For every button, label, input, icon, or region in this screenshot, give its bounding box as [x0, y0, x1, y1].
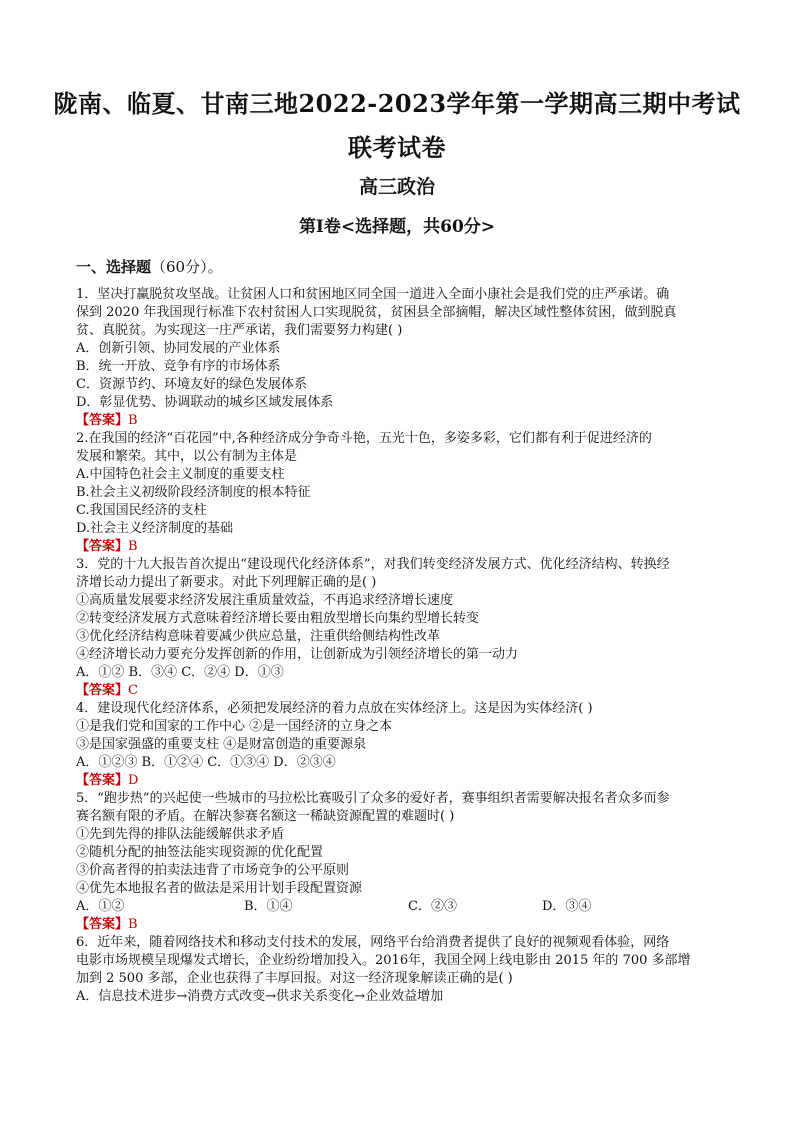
option-a: A.中国特色社会主义制度的重要支柱 — [76, 467, 285, 482]
options-line: A．①②③ B．①②④ C．①③④ D．②③④ — [76, 755, 336, 770]
statement-line: ①是我们党和国家的工作中心 ②是一国经济的立身之本 — [76, 719, 393, 734]
statement-line: ②转变经济发展方式意味着经济增长要由粗放型增长向集约型增长转变 — [76, 611, 480, 626]
option-d: D．③④ — [542, 899, 592, 914]
option-a: A．信息技术进步→消费方式改变→供求关系变化→企业效益增加 — [76, 989, 444, 1004]
answer-label: 【答案】 — [76, 413, 129, 428]
question-text-line: 2.在我国的经济“百花园”中,各种经济成分争奇斗艳，五光十色，多姿多彩，它们都有利于促进经济的 — [76, 431, 652, 446]
subject-heading: 高三政治 — [358, 176, 435, 198]
exam-title-line2: 联考试卷 — [348, 133, 446, 162]
statement-line: ①高质量发展要求经济发展注重质量效益，不再追求经济增长速度 — [76, 593, 454, 608]
question-text-line: 加到 2 500 多部，企业也获得了丰厚回报。对这一经济现象解读正确的是( ) — [76, 971, 513, 986]
answer-line — [76, 916, 724, 934]
section-heading — [76, 256, 223, 277]
question-text-line: 5．“跑步热”的兴起使一些城市的马拉松比赛吸引了众多的爱好者，赛事组织者需要解决报名者众多而参 — [76, 791, 670, 806]
answer-value: B — [128, 413, 138, 428]
options-line: A．①② B．③④ C．②④ D．①③ — [76, 665, 284, 680]
question-text-line: 济增长动力提出了新要求。对此下列理解正确的是( ) — [76, 575, 377, 590]
question-5 — [76, 790, 724, 934]
option-c: C．②③ — [408, 899, 457, 914]
question-6 — [76, 934, 724, 1006]
option-b: B．统一开放、竞争有序的市场体系 — [76, 359, 281, 374]
question-text-line: 保到 2020 年我国现行标准下农村贫困人口实现脱贫，贫困县全部摘帽，解决区域性整体贫困，做到脱真 — [76, 305, 677, 320]
question-text-line: 贫、真脱贫。为实现这一庄严承诺，我们需要努力构建( ) — [76, 323, 403, 338]
question-text-line: 6．近年来，随着网络技术和移动支付技术的发展，网络平台给消费者提供了良好的视频观看体验，网络 — [76, 935, 670, 950]
question-text-line: 1．坚决打赢脱贫攻坚战。让贫困人口和贫困地区同全国一道进入全面小康社会是我们党的庄严承诺。确 — [76, 287, 670, 302]
answer-value: D — [128, 773, 139, 788]
question-text-line: 3．党的十九大报告首次提出“建设现代化经济体系”，对我们转变经济发展方式、优化经济结构、转换经 — [76, 557, 670, 572]
option-a: A．创新引领、协同发展的产业体系 — [76, 341, 281, 356]
answer-value: B — [128, 917, 138, 932]
question-text-line: 电影市场规模呈现爆发式增长，企业纷纷增加投入。2016年，我国全网上线电影由 2015 年的 700 多部增 — [76, 953, 691, 968]
answer-value: C — [128, 683, 138, 698]
question-3 — [76, 556, 724, 700]
answer-label: 【答案】 — [76, 683, 129, 698]
section-points: （60分）。 — [151, 258, 223, 276]
statement-line: ④优先本地报名者的做法是采用计划手段配置资源 — [76, 881, 363, 896]
option-c: C.我国国民经济的支柱 — [76, 503, 207, 518]
answer-value: B — [128, 539, 138, 554]
part-heading: 第Ⅰ卷<选择题，共60分> — [298, 217, 496, 237]
answer-line — [76, 682, 724, 700]
statement-line: ④经济增长动力要充分发挥创新的作用，让创新成为引领经济增长的第一动力 — [76, 647, 519, 662]
question-text-line: 赛名额有限的矛盾。在解决参赛名额这一稀缺资源配置的难题时( ) — [76, 809, 455, 824]
question-1 — [76, 286, 724, 430]
answer-label: 【答案】 — [76, 773, 129, 788]
option-d: D.社会主义经济制度的基础 — [76, 521, 234, 536]
option-a: A．①② — [76, 899, 125, 914]
question-4 — [76, 700, 724, 790]
question-2 — [76, 430, 724, 556]
question-list — [76, 286, 724, 1006]
exam-title-line1: 陇南、临夏、甘南三地2022-2023学年第一学期高三期中考试 — [53, 89, 741, 118]
statement-line: ③价高者得的拍卖法违背了市场竞争的公平原则 — [76, 863, 350, 878]
answer-line — [76, 538, 724, 556]
answer-line — [76, 412, 724, 430]
answer-label: 【答案】 — [76, 917, 129, 932]
statement-line: ②随机分配的抽签法能实现资源的优化配置 — [76, 845, 324, 860]
statement-line: ①先到先得的排队法能缓解供求矛盾 — [76, 827, 285, 842]
answer-label: 【答案】 — [76, 539, 129, 554]
question-text-line: 4．建设现代化经济体系，必须把发展经济的着力点放在实体经济上。这是因为实体经济( ) — [76, 701, 593, 716]
option-c: C．资源节约、环境友好的绿色发展体系 — [76, 377, 307, 392]
options-row — [76, 898, 724, 916]
option-b: B.社会主义初级阶段经济制度的根本特征 — [76, 485, 311, 500]
section-label: 一、选择题 — [76, 258, 152, 276]
statement-line: ③优化经济结构意味着要减少供应总量，注重供给侧结构性改革 — [76, 629, 441, 644]
option-b: B．①④ — [244, 899, 293, 914]
option-d: D．彰显优势、协调联动的城乡区域发展体系 — [76, 395, 334, 410]
question-text-line: 发展和繁荣。其中，以公有制为主体是 — [76, 449, 298, 464]
statement-line: ③是国家强盛的重要支柱 ④是财富创造的重要源泉 — [76, 737, 367, 752]
answer-line — [76, 772, 724, 790]
